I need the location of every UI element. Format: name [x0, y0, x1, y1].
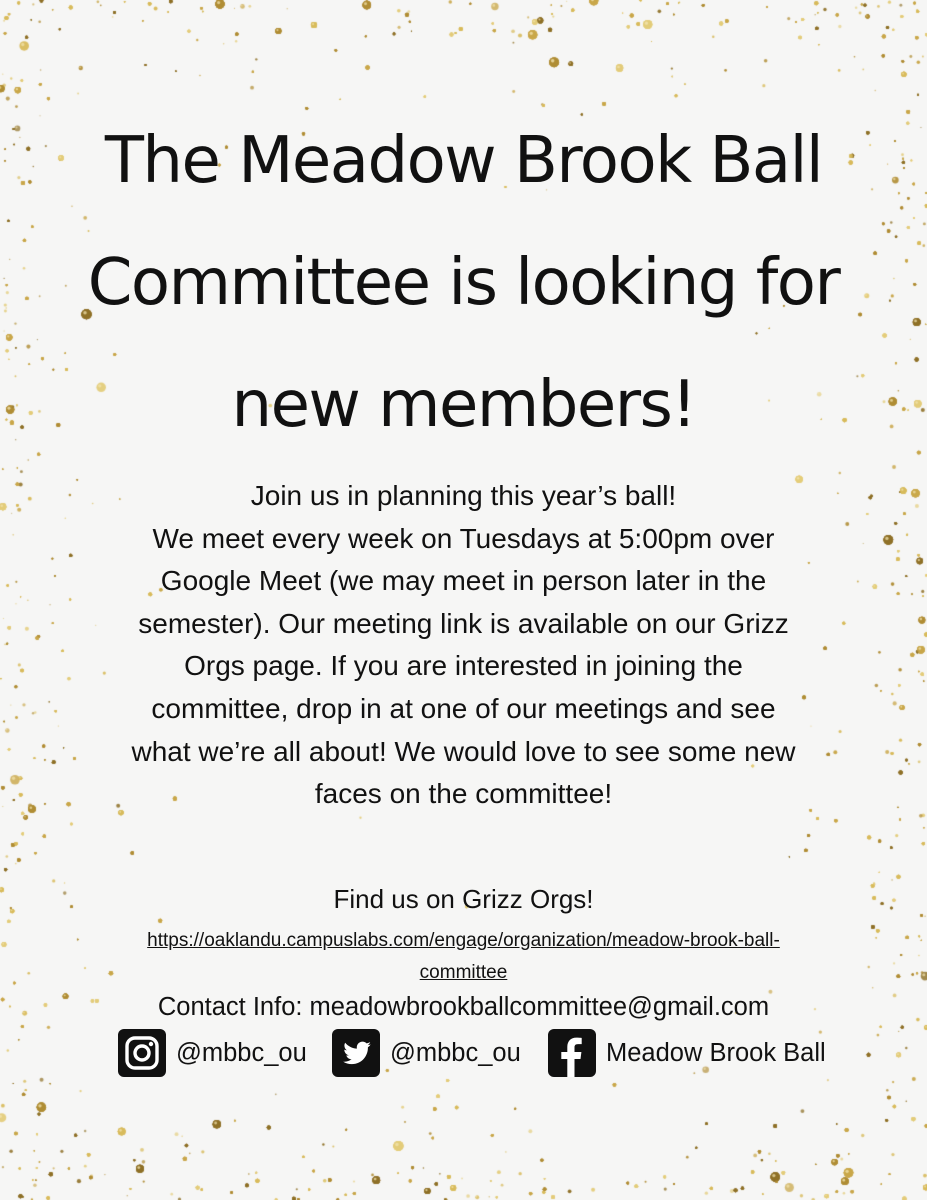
grizz-orgs-link-line[interactable]: https://oaklandu.campuslabs.com/engage/organization/meadow-brook-ball-	[147, 930, 780, 951]
headline	[60, 100, 867, 466]
instagram-handle-item	[118, 1028, 307, 1078]
headline-line: The Meadow Brook Ball	[104, 124, 823, 198]
find-us-label: Find us on Grizz Orgs!	[333, 884, 594, 914]
grizz-orgs-link-line[interactable]: committee	[419, 962, 508, 983]
twitter-handle: @mbbc_ou	[390, 1039, 521, 1067]
headline-line: Committee is looking for	[87, 246, 840, 320]
body-line: committee, drop in at one of our meetings and see	[151, 692, 776, 724]
body-line: what we’re all about! We would love to see some new	[131, 735, 796, 767]
contact-info: Contact Info: meadowbrookballcommittee@gmail.com	[157, 993, 770, 1021]
body-line: faces on the committee!	[314, 778, 613, 810]
instagram-handle: @mbbc_ou	[176, 1039, 307, 1067]
body-line: We meet every week on Tuesdays at 5:00pm over	[152, 522, 775, 554]
body-paragraph	[130, 475, 797, 816]
twitter-handle-item	[332, 1028, 521, 1078]
facebook-icon	[548, 1029, 596, 1077]
facebook-handle-item	[548, 1028, 826, 1078]
grizz-orgs-link[interactable]	[110, 925, 817, 989]
body-line: Join us in planning this year’s ball!	[250, 480, 677, 511]
body-line: Google Meet (we may meet in person later in the	[160, 565, 767, 597]
body-line: Orgs page. If you are interested in joining the	[184, 650, 743, 682]
body-line: semester). Our meeting link is available on our Grizz	[138, 607, 789, 639]
instagram-icon	[118, 1029, 166, 1077]
twitter-icon	[332, 1029, 380, 1077]
headline-line: new members!	[231, 368, 696, 442]
facebook-handle: Meadow Brook Ball	[606, 1039, 826, 1067]
